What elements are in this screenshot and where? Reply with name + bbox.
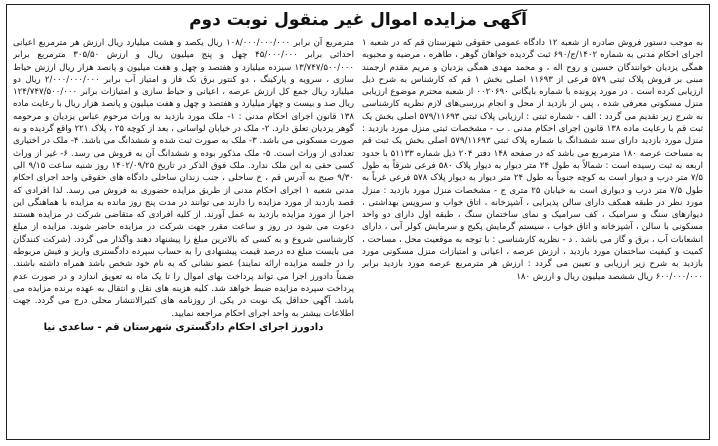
notice-title: آگهی مزایده اموال غیر منقول نوبت دوم [189,10,527,30]
notice-body [13,37,703,433]
left-column [13,37,354,433]
auction-notice [6,4,710,440]
right-column-text: به موجب دستور فروش صادره از شعبه ۱۲ دادگاه عمومی حقوقی شهرستان قم که در شعبه ۱ اجرای احکام مدنی به شماره ۱۴۰۲/ج/۶۹۰ ثبت گردیده خواهان گوهر ، طاهره ، مرضیه و محبوبه همگی یزدیان خوانندگان حسین و روح اله ، و محمد مهدی همگی یزدیان و مریم مقدم ارجمند مبنی بر فروش پلاک ثبتی ۵۷۹ فرعی از ۱۱۶۹۳ اصلی بخش ۱ قم که کارشناس به شرح ذیل ارزیابی کرده است . در مورد پرونده با شماره بایگانی ۰۰۲۰۶۹۰ از شعبه محترم موضوع ارزیابی منزل مسکونی معرفی شده ، پس از بازدید از محل و انجام بررسی‌های لازم نظریه کارشناسی به شرح زیر تقدیم می گردد : الف - شماره ثبتی : ارزیابی پلاک ثبتی ۵۷۹/۱۱۶۹۳ اصلی بخش یک ثبت قم با رعایت ماده ۱۳۸ قانون اجرای احکام مدنی . ب - مشخصات ثبتی منزل مورد بازدید : منزل مورد بازدید دارای سند ششدانگ با شماره پلاک ثبتی ۵۷۹/۱۱۶۹۳ اصلی بخش یک ثبت قم به مساحت عرصه ۱۸۰ مترمربع می باشد که در صفحه ۱۴۸ دفتر ۲۰۴ ذیل شماره ۵۱۱۳۳ با حدود اربعه به ثبت رسیده است : شمالاً به طول ۲۴ متر دیوار به دیوار پلاک ۵۸۰ فرعی شرقاً به طول ۷/۵ متر درب و دیوار است به کوچه جنوباً به طول ۲۴ متر دیوار به دیوار پلاک ۵۷۸ فرعی غرباً به طول ۷/۵ متر درب و دیواری است به خیابان ۲۵ متری ج - مشخصات منزل مورد بازدید : منزل مورد نظر در طبقه همکف دارای سالن پذیرایی ، آشپزخانه ، اتاق خواب و سرویس بهداشتی ، دیوارهای سنگ و سرامیک ، کف سرامیک و نمای ساختمان سنگ ، طبقه اول دارای دو واحد مسکونی با سالن ، آشپزخانه و اتاق خواب ، سیستم گرمایش پکیج و سرمایش کولر آبی ، دارای انشعابات آب ، برق و گاز می باشد . د - نظریه کارشناسی : با توجه به موقعیت محل ، مساحت ، کمیت و کیفیت ساختمان مورد بازدید ، ارزش عرصه ، اعیانی و امتیازات منزل مسکونی مورد بازدید به شرح زیر ارزیابی و تعیین می گردد : ارزش هر مترمربع عرصه مورد بازدید برابر ۶۰۰/۰۰۰/۰۰۰ ریال ششصد میلیون ریال و ارزش ۱۸۰ [362,38,703,282]
title-bar [7,5,709,35]
signature: دادورز اجرای احکام دادگستری شهرستان قم - ساعدی نیا [43,321,324,333]
right-column [362,37,703,433]
left-column-text: مترمربع آن برابر ۱۰۸/۰۰۰/۰۰۰/۰۰۰ ریال یکصد و هشت میلیارد ریال ارزش هر مترمربع اعیانی احداثی برابر ۴۵/۰۰۰/۰۰۰ چهل و پنج میلیون ریال و ارزش ۳۰۵/۵۰ مترمربع برابر ۱۳/۷۴۷/۵۰۰/۰۰۰ سیزده میلیارد و هفتصد و چهل و هفت میلیون و پانصد هزار ریال ارزش حیاط سازی ، سرویه و پارکینگ ، دو کنتور برق تک فاز و امتیاز آب برابر ۲/۰۰۰/۰۰۰/۰۰۰ ریال دو میلیارد ریال جمع کل ارزش عرصه ، اعیانی و حیاط سازی و امتیازات برابر ۱۲۴/۷۴۷/۵۰۰/۰۰۰ ریال صد و بیست و چهار میلیارد و هفتصد و چهل و هفت میلیون و پانصد هزار ریال با رعایت ماده ۱۳۸ قانون اجرای احکام مدنی : ۱- ملک مورد بازدید به وراث مرحوم عباس یزدیان و مرحومه گوهر یزدیان تعلق دارد. ۲- ملک در خیابان لواسانی ، بعد از کوچه ۲۵ ، پلاک ۲۲۱ واقع گردیده و به صورت مسکونی می باشد. ۳- ملک به صورت ثبت شده و ششدانگ می باشد. ۴- ملک در اختیاری تعدادی از وراث است. ۵- ملک مذکور بوده و ششدانگ آن به فروش می رسد. ۶- غیر از وراث کسی حقی به این ملک ندارد. ملک فوق الذکر در تاریخ ۱۴۰۲/۰۹/۲۵ روز شنبه ساعت ۹/۱۵ الی ۹/۳۰ صبح به آدرس قم ، خ ساحلی ، جنب زندان ساحلی دادگاه های حقوقی واحد اجرای احکام مدنی شعبه ۱ اجرای احکام مدنی از طریق مزایده حضوری به فروش می رسد. لذا افرادی که قصد بازدید از مورد مزایده را دارند می توانند در مدت پنج روز مانده به مزایده با هماهنگی این اجرا از مورد مزایده بازدید به عمل آورند. از کلیه افرادی که متقاضی شرکت در مزایده هستند دعوت می شود در روز و ساعت مقرر جهت شرکت در مزایده حاضر شوند. مزایده از مبلغ کارشناسی شروع و به کسی که بالاترین مبلغ را پیشنهاد دهند واگذار می گردد. (شرکت کنندگان می بایست مبلغ ده درصد قیمت پیشنهادی را به حساب سپرده دادگستری واریز و فیش مربوطه را در جلسه مزایده ارائه نمایند) عضو نشانی که به نام خود شخص باشد همراه داشته باشند. ضمناً دادورز اجرا می تواند پرداخت بهای اموال را تا یک ماه به تعویق اندازد و در صورت عدم پرداخت سپرده مزایده ضبط خواهد شد. کلیه هزینه های نقل و انتقال به عهده برنده مزایده می باشد. آگهی حداقل یک نوبت در یکی از روزنامه های کثیرالانتشار محلی درج می گردد. جهت اطلاعات بیشتر به واحد اجرای احکام مراجعه نمایید. [13,38,354,319]
